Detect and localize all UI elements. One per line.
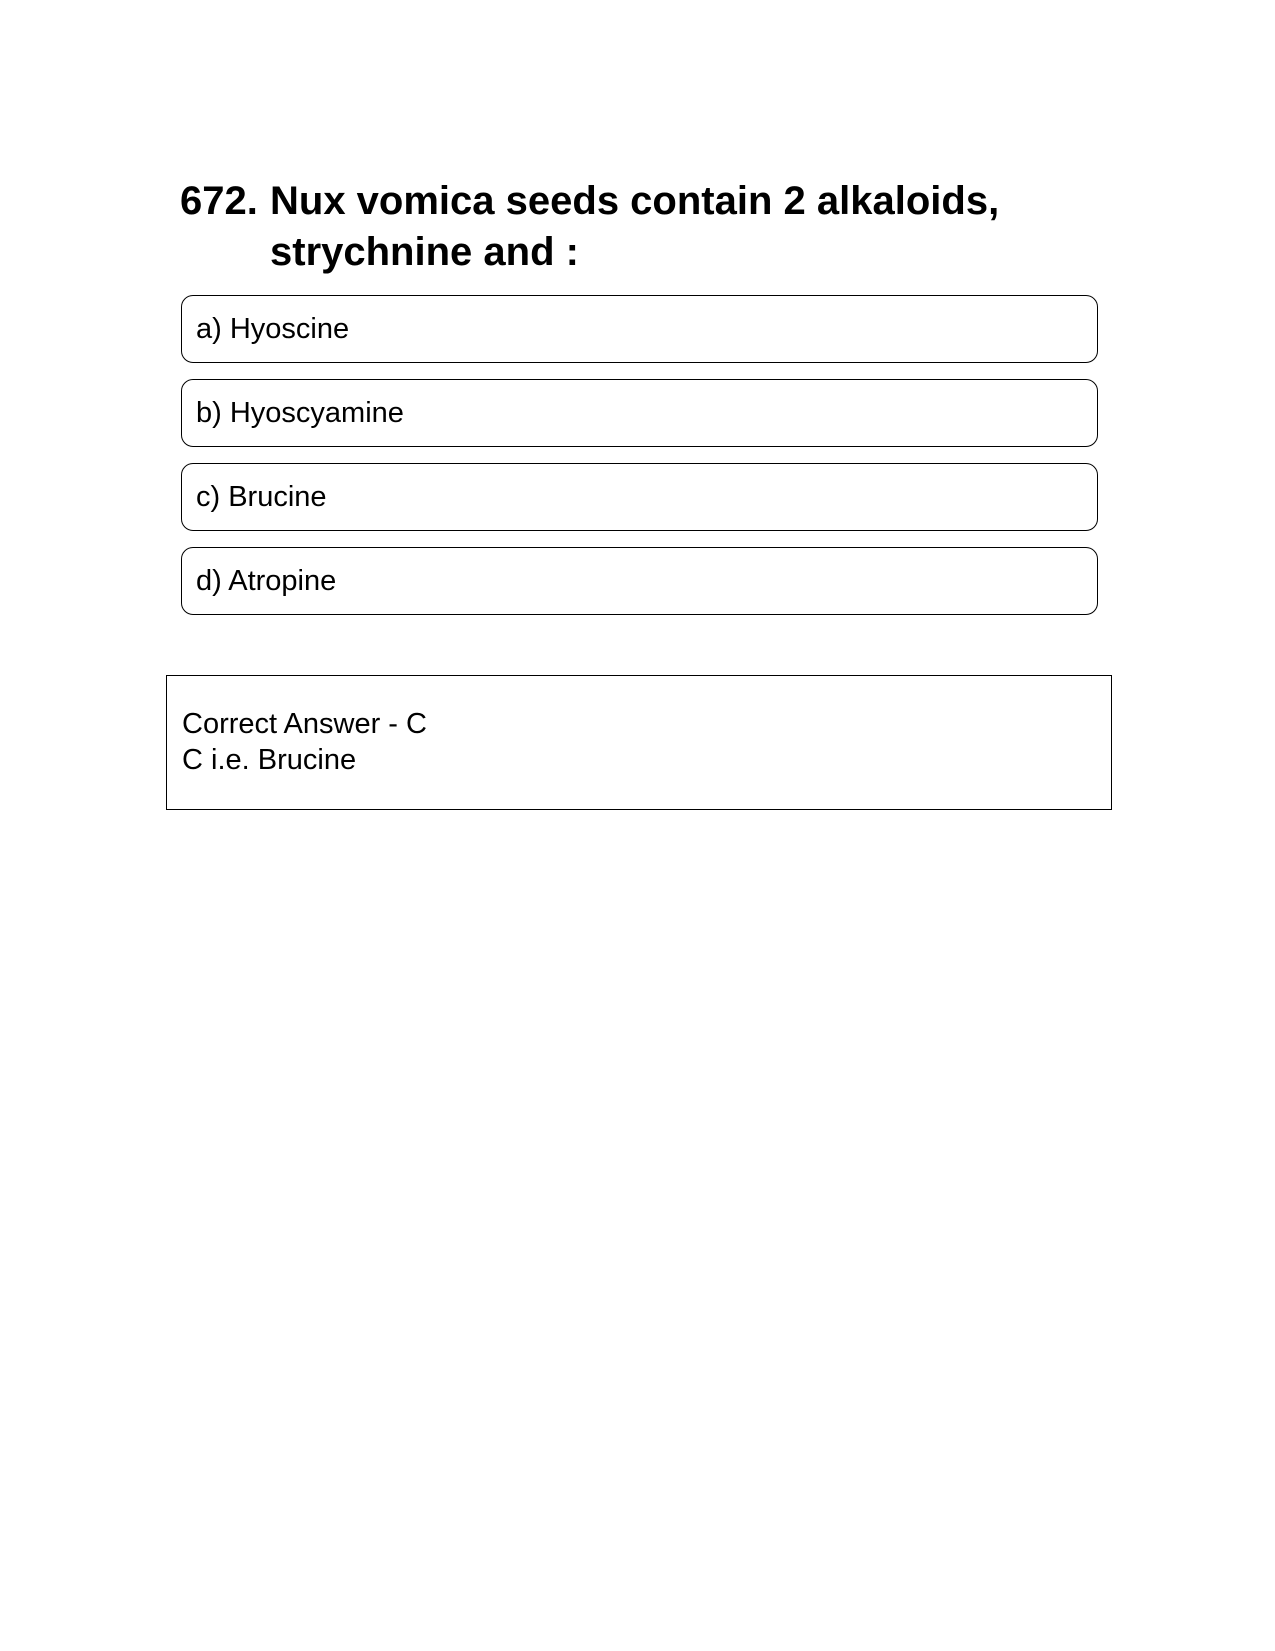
answer-explanation: C i.e. Brucine [182, 744, 357, 776]
option-d[interactable]: d) Atropine [181, 547, 1098, 615]
option-a[interactable]: a) Hyoscine [181, 295, 1098, 363]
option-b[interactable]: b) Hyoscyamine [181, 379, 1098, 447]
option-c[interactable]: c) Brucine [181, 463, 1098, 531]
question-text: Nux vomica seeds contain 2 alkaloids, strychnine and : [270, 179, 1000, 274]
answer-box [166, 675, 1112, 810]
options-list [181, 295, 1098, 631]
question-number: 672. [180, 179, 258, 223]
correct-answer-label: Correct Answer - C [182, 708, 427, 740]
question-heading [180, 176, 1110, 278]
